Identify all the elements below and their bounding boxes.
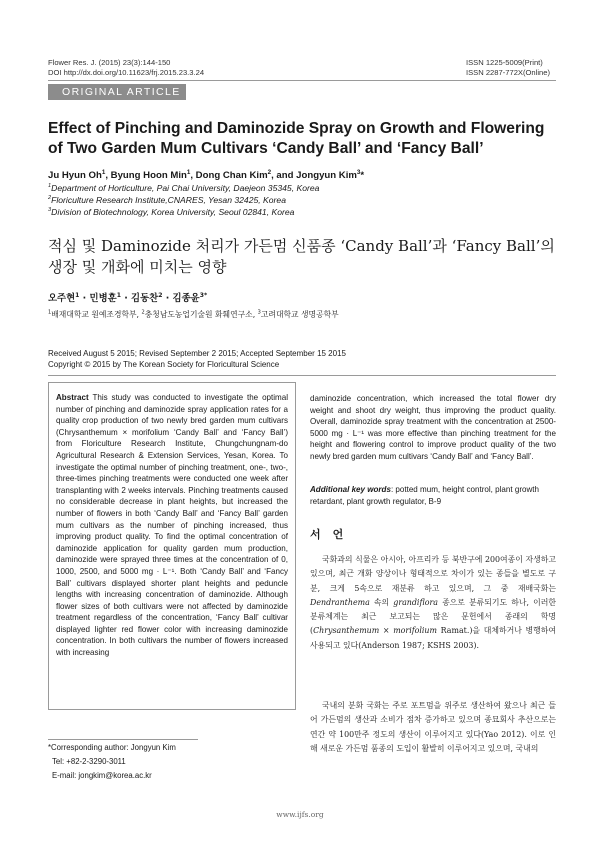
journal-website-link[interactable]: www.ijfs.org: [276, 810, 324, 819]
author-affiliation-mark: 2: [267, 168, 272, 176]
affiliation-mark: 3: [48, 207, 52, 214]
introduction-paragraph-2: 국내의 분화 국화는 주로 포트멈을 위주로 생산하여 왔으나 최근 들어 가든멈의 생산과 소비가 점차 증가하고 있으며 종묘회사 추산으로는 연간 약 100만주 정도의 생산이 이루어지고 있다(Yao 2012). 이로 인해 새로운 가든멈 품종의 도입이 활발히 이루어지고 있으며, 국내의: [310, 701, 556, 753]
introduction-heading: 서언: [310, 528, 356, 541]
affiliation-mark: 2: [141, 309, 145, 316]
affiliation-text: Floriculture Research Institute,CNARES, Yesan 32425, Korea: [51, 195, 286, 205]
introduction-paragraph-1: [310, 553, 556, 653]
affiliation-2: [48, 195, 286, 206]
body-text: 국화과의 식물은 아시아, 아프리카 등 북반구에 200여종이 자생하고 있으며, 최근 개화 양상이나 형태적으로 차이가 있는 종들을 별도로 구분, 크게 5속으로 재분류 하고 있으며, 그 중 재배국화는: [310, 555, 556, 593]
species-name: grandiflora: [393, 597, 438, 607]
keywords-list: : potted mum, height control, plant growth retardant, plant growth regulator, B-9: [310, 485, 539, 506]
author-separator: ·: [120, 293, 132, 304]
author-affiliation-mark: 3*: [199, 291, 208, 299]
korean-title-line-1: 적심 및 Daminozide 처리가 가든멈 신품종 ‘Candy Ball’과 ‘Fancy Ball’의: [48, 237, 555, 255]
author-name: Byung Hoon Min: [110, 170, 187, 181]
author-list: Ju Hyun Oh$^1$, Byung Hoon Min$^1$, Dong Chan Kim$^2$, and Jongyun Kim$^3$*: [48, 168, 365, 181]
author-telephone: Tel: +82-2-3290-3011: [52, 757, 126, 766]
title-line-1: Effect of Pinching and Daminozide Spray on Growth and Flowering: [48, 120, 545, 137]
footnote-divider: [48, 739, 198, 740]
corresponding-author: *Corresponding author: Jongyun Kim: [48, 743, 176, 752]
korean-title: [48, 236, 558, 278]
korean-author-name: 김종윤: [172, 293, 200, 304]
korean-author-name: 김동찬: [131, 293, 159, 304]
keywords: [310, 484, 556, 507]
affiliation-3: [48, 207, 294, 218]
doi-link[interactable]: DOI http://dx.doi.org/10.11623/frj.2015.23.3.24: [48, 68, 205, 77]
korean-affiliations: [48, 309, 339, 320]
corresponding-mark: *: [360, 170, 365, 181]
affiliation-1: [48, 183, 319, 194]
header-divider: [48, 80, 556, 81]
author-name: Dong Chan Kim: [195, 170, 268, 181]
author-affiliation-mark: 2: [158, 291, 163, 299]
korean-author-name: 민병훈: [89, 293, 117, 304]
author-name: Ju Hyun Oh: [48, 170, 102, 181]
issn-print: ISSN 1225-5009(Print): [466, 58, 543, 67]
affiliation-text: Department of Horticulture, Pai Chai University, Daejeon 35345, Korea: [51, 183, 320, 193]
author-email[interactable]: E-mail: jongkim@korea.ac.kr: [52, 771, 152, 780]
author-name: Jongyun Kim: [296, 170, 357, 181]
korean-author-name: 오주현: [48, 293, 76, 304]
received-dates: Received August 5 2015; Revised September 2 2015; Accepted September 15 2015: [48, 349, 346, 358]
scientific-name: Chrysanthemum × morifolium: [313, 626, 437, 636]
korean-title-line-2: 생장 및 개화에 미치는 영향: [48, 258, 227, 276]
affiliation-text: 충청남도농업기술원 화훼연구소,: [144, 310, 258, 319]
affiliation-mark: 1: [48, 183, 52, 190]
journal-citation: Flower Res. J. (2015) 23(3):144-150: [48, 58, 171, 67]
abstract: [56, 392, 288, 659]
issn-online: ISSN 2287-772X(Online): [466, 68, 550, 77]
affiliation-mark: 3: [257, 309, 261, 316]
author-separator: ·: [162, 293, 173, 304]
copyright-notice: Copyright © 2015 by The Korean Society for Floricultural Science: [48, 360, 280, 369]
affiliation-mark: 2: [48, 195, 52, 202]
article-type-banner: ORIGINAL ARTICLE: [48, 84, 186, 100]
title-line-2: of Two Garden Mum Cultivars ‘Candy Ball’ and ‘Fancy Ball’: [48, 140, 484, 157]
keywords-label: Additional key words: [310, 485, 391, 494]
abstract-body: This study was conducted to investigate the optimal number of pinching and daminozide spray application rates for a quality crop production of two newly bred garden mum cultivars (Chrysanthemum × morifolium ‘Candy Ball’ and ‘Fancy Ball’) from Floriculture Research Institute, Chungchungnam-do Agricultural Research & Extension Services, Yesan, Korea. To investigate the optimal number of pinching treatment, one-, two-, three-times pinching treatments were conducted one week after transplanting with 2 weeks intervals. Pinching treatments caused no considerable decrease in plant heights, but increased the number of flowers in both ‘Candy Ball’ and ‘Fancy Ball’ garden mum cultivars as the number of pinching increased, thus improving product quality. To find the optimal concentration of daminozide application for quality garden mum production, daminozide were sprayed three times at the concentration of 0, 1000, 2500, and 5000 mg · L⁻¹. Both ‘Candy Ball’ and ‘Fancy Ball’ cultivars displayed shorter plant heights and peduncle lengths with increasing concentration of daminozide. Although flower sizes of both cultivars were not affected by daminozide treatment regardless of the concentration, ‘Fancy Ball’ cultivar displayed lighter red flower color with increasing daminozide concentration. In both cultivars the number of flowers increased with increasing: [56, 393, 289, 658]
section-divider: [48, 375, 556, 376]
author-separator: ·: [79, 293, 90, 304]
korean-author-list: [48, 293, 207, 305]
author-affiliation-mark: 1: [101, 168, 106, 176]
author-affiliation-mark: 1: [75, 291, 80, 299]
author-affiliation-mark: 1: [186, 168, 191, 176]
abstract-continued: daminozide concentration, which increased the total flower dry weight and shoot dry weight, thus improving the product quality. Overall, daminozide spray treatment with the concentration at 2500-5000 mg · L⁻¹ was more effective than pinching treatment for the height and flowering control to improve product quality of the two newly bred garden mum cultivars ‘Candy Ball’ and ‘Fancy Ball’.: [310, 394, 556, 461]
body-text: 종으로 분류되기도 하나, 이러한 분류체계는 최근 보고되는 많은 문헌에서 종래의 학명(: [310, 597, 556, 636]
abstract-label: Abstract: [56, 393, 89, 402]
paper-title: [48, 119, 560, 159]
genus-name: Dendranthema: [310, 597, 370, 607]
author-affiliation-mark: 3: [356, 168, 361, 176]
body-text: 속의: [369, 597, 394, 607]
affiliation-text: 고려대학교 생명공학부: [260, 310, 339, 319]
author-affiliation-mark: 1: [116, 291, 121, 299]
affiliation-text: 배재대학교 원예조경학부,: [51, 310, 142, 319]
body-text: Ramat.)을 대체하거나 병행하여 사용되고 있다(Anderson 1987; KSHS 2003).: [310, 626, 556, 650]
affiliation-text: Division of Biotechnology, Korea University, Seoul 02841, Korea: [51, 207, 295, 217]
affiliation-mark: 1: [48, 309, 52, 316]
